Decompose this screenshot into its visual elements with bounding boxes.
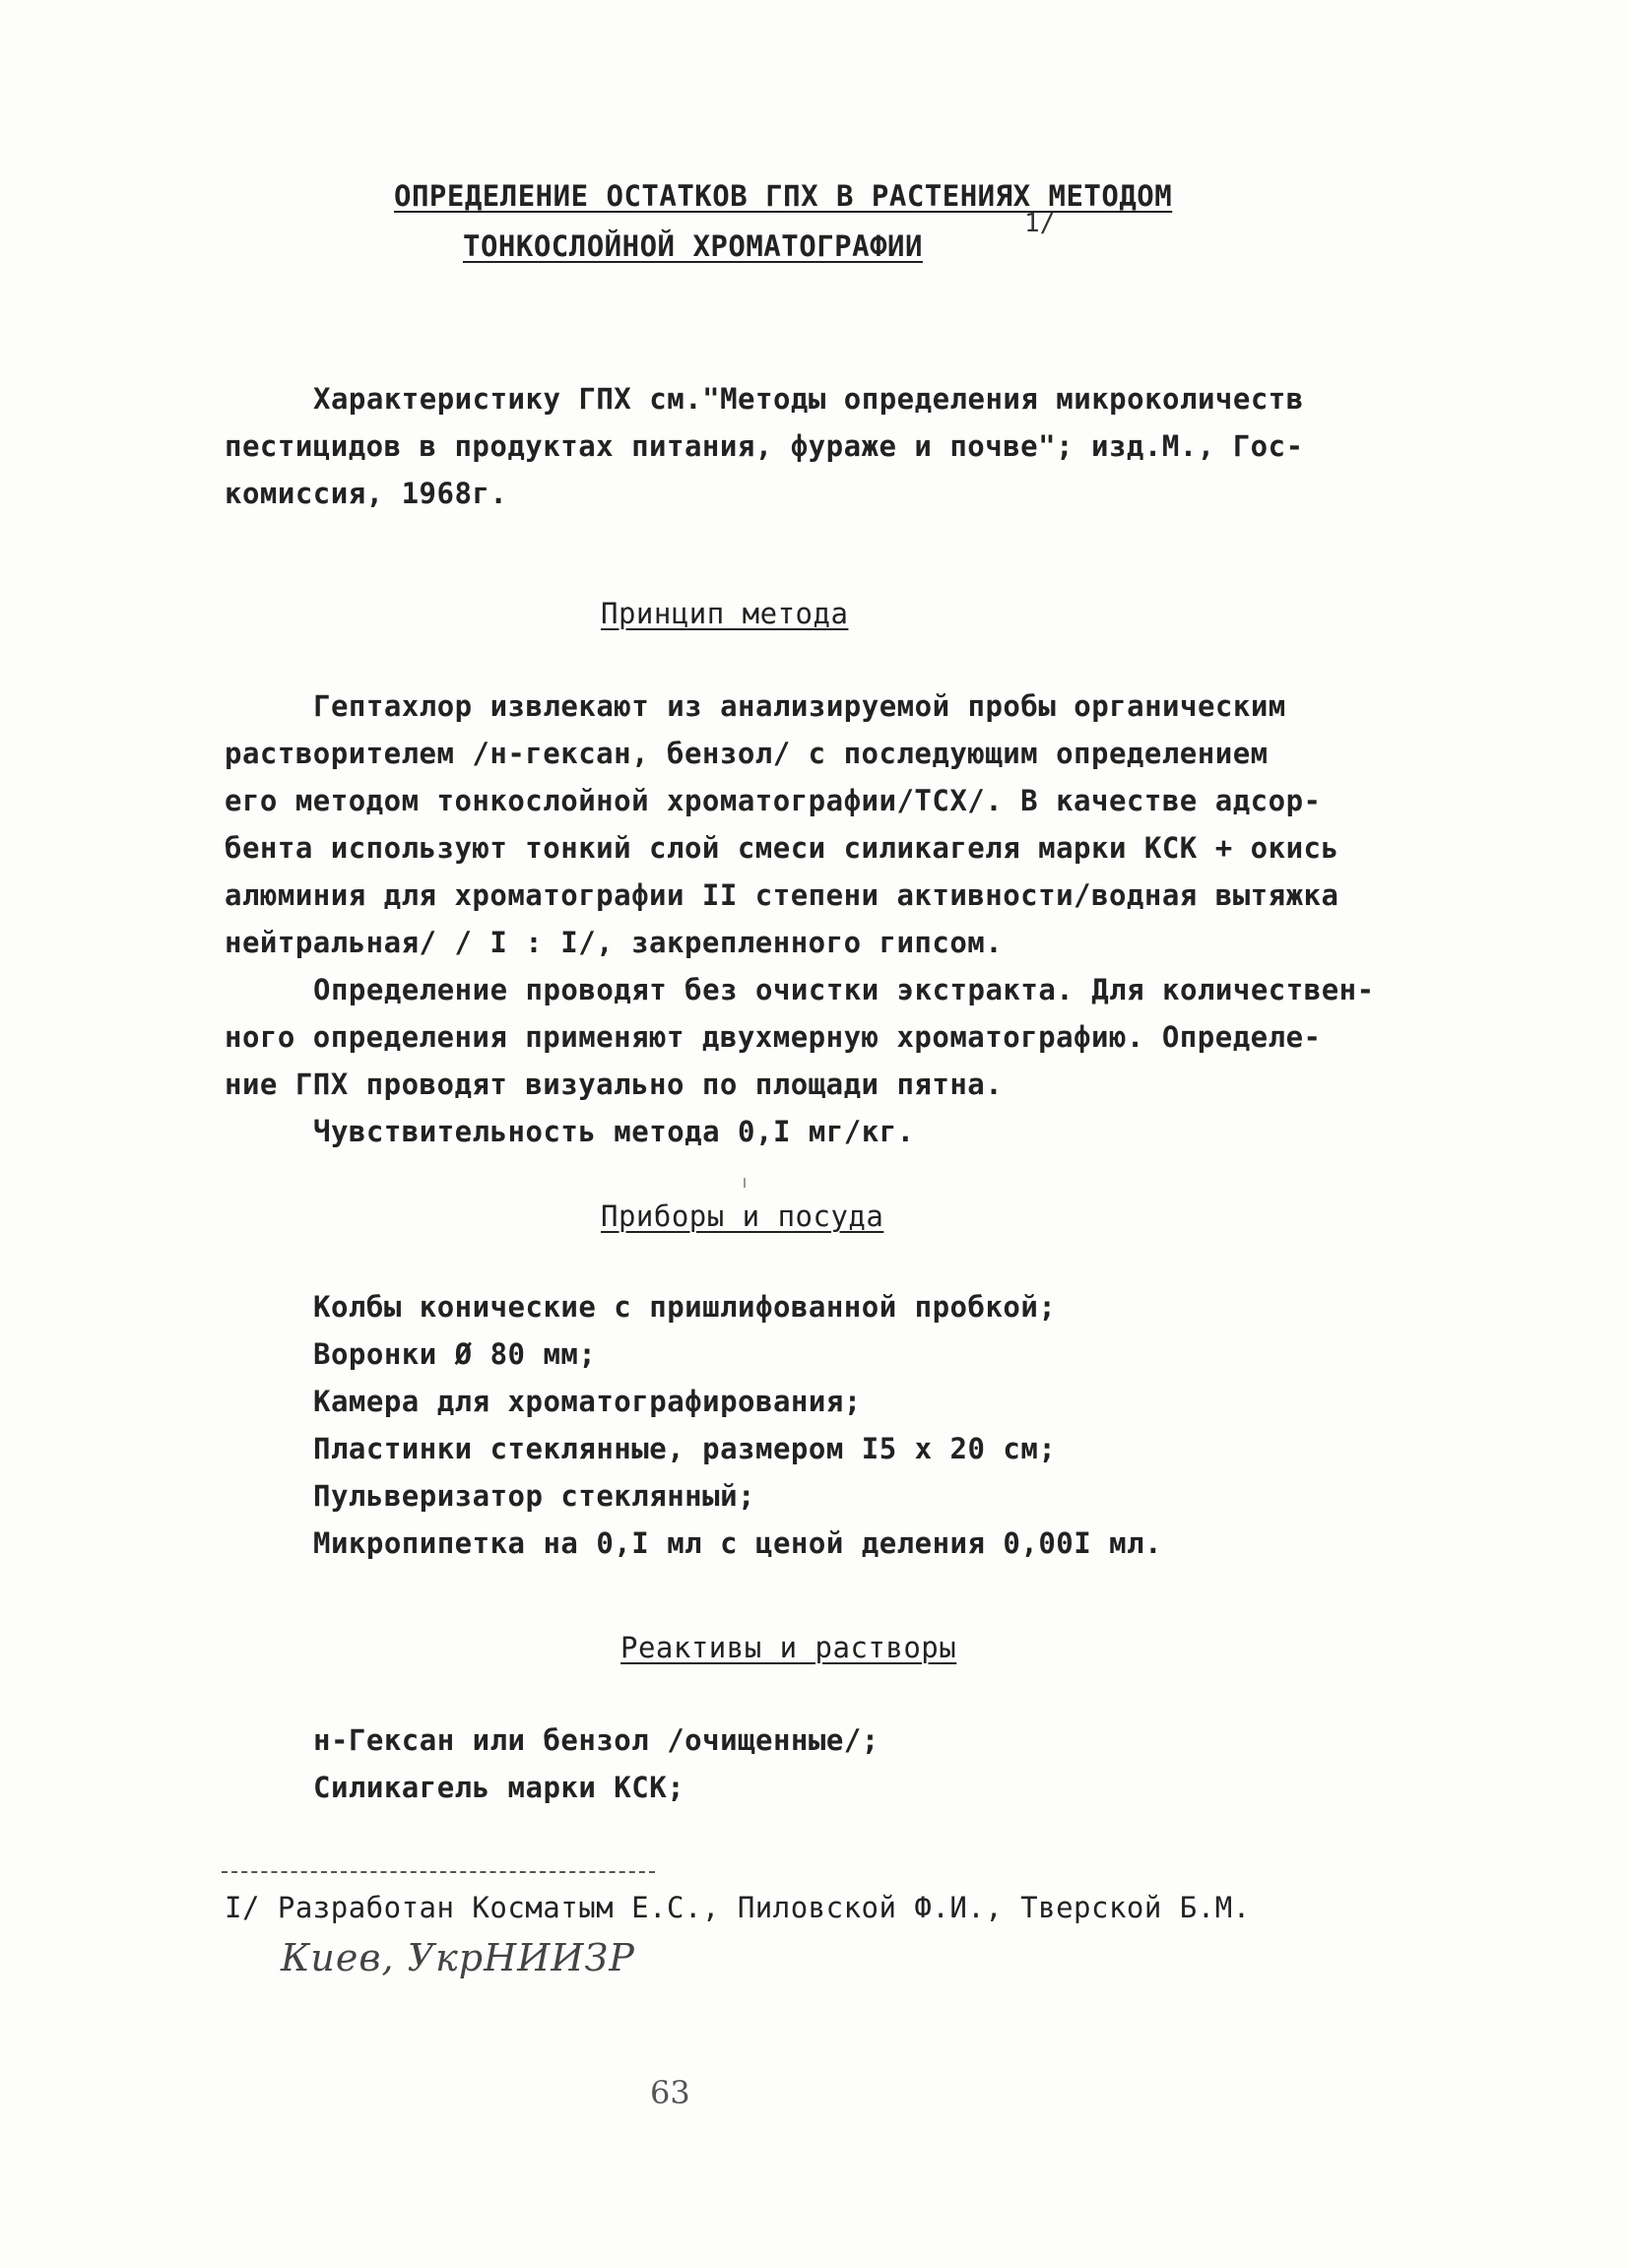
equipment-item-4: Пластинки стеклянные, размером I5 x 20 см; — [313, 1432, 1057, 1465]
page-number: 63 — [650, 2074, 690, 2111]
title-line-1: ОПРЕДЕЛЕНИЕ ОСТАТКОВ ГПХ В РАСТЕНИЯХ МЕТОДОМ — [394, 179, 1173, 213]
principle-line-7: Определение проводят без очистки экстракта. Для количествен- — [313, 973, 1375, 1006]
equipment-item-2: Воронки Ø 80 мм; — [313, 1337, 597, 1371]
principle-line-3: его методом тонкослойной хроматографии/ТСХ/. В качестве адсор- — [225, 784, 1322, 817]
reagents-item-2: Силикагель марки КСК; — [313, 1771, 685, 1804]
principle-line-10: Чувствительность метода 0,I мг/кг. — [313, 1115, 915, 1148]
intro-line-2: пестицидов в продуктах питания, фураже и почве"; изд.М., Гос- — [225, 429, 1304, 463]
equipment-item-3: Камера для хроматографирования; — [313, 1385, 862, 1418]
equipment-item-1: Колбы конические с пришлифованной пробкой; — [313, 1290, 1057, 1324]
intro-line-3: комиссия, 1968г. — [225, 477, 508, 510]
principle-heading: Принцип метода — [601, 597, 849, 630]
scan-speck — [744, 1178, 746, 1188]
title-line-2: ТОНКОСЛОЙНОЙ ХРОМАТОГРАФИИ — [463, 229, 923, 263]
principle-line-1: Гептахлор извлекают из анализируемой пробы органическим — [313, 689, 1286, 723]
principle-line-6: нейтральная/ / I : I/, закрепленного гипсом. — [225, 926, 1004, 959]
equipment-item-6: Микропипетка на 0,I мл с ценой деления 0,00I мл. — [313, 1526, 1163, 1560]
handwritten-note: Киев, УкрНИИЗР — [281, 1936, 635, 1979]
title-footnote-ref: 1/ — [1024, 209, 1056, 238]
reagents-item-1: н-Гексан или бензол /очищенные/; — [313, 1723, 880, 1757]
principle-line-2: растворителем /н-гексан, бензол/ с последующим определением — [225, 737, 1269, 770]
footnote-separator — [222, 1871, 655, 1873]
principle-line-9: ние ГПХ проводят визуально по площади пятна. — [225, 1068, 1004, 1101]
equipment-heading: Приборы и посуда — [601, 1199, 884, 1233]
equipment-item-5: Пульверизатор стеклянный; — [313, 1479, 755, 1513]
reagents-heading: Реактивы и растворы — [620, 1631, 957, 1664]
footnote-text: I/ Разработан Косматым Е.С., Пиловской Ф.И., Тверской Б.М. — [225, 1891, 1251, 1924]
intro-line-1: Характеристику ГПХ см."Методы определения микроколичеств — [313, 382, 1304, 416]
principle-line-5: алюминия для хроматографии II степени активности/водная вытяжка — [225, 878, 1339, 912]
principle-line-8: ного определения применяют двухмерную хроматографию. Определе- — [225, 1020, 1322, 1054]
principle-line-4: бента используют тонкий слой смеси силикагеля марки КСК + окись — [225, 831, 1339, 865]
